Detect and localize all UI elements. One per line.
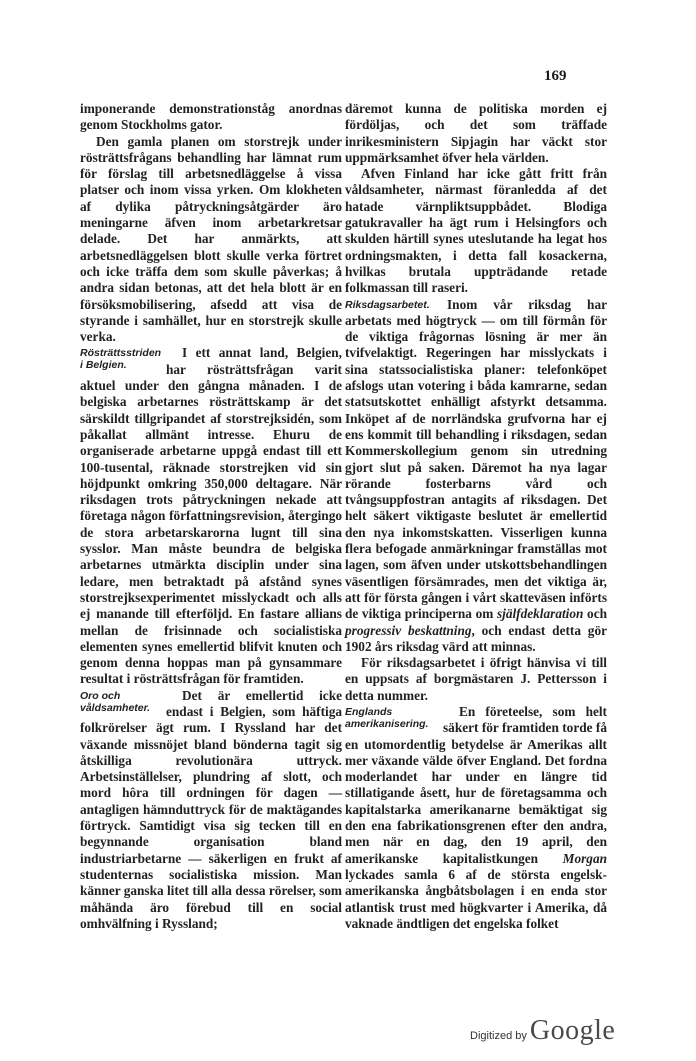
paragraph-text: lyckades samla 6 af de största engelsk-amerikanska ångbåtsbolagen i en enda stor atlantisk trust med högkvarter i Amerika, då vaknade ändtligen det engelska folket [345, 866, 607, 931]
paragraph [345, 704, 607, 932]
margin-note: Englands amerikanisering. [345, 705, 429, 730]
margin-note: Oro och våldsamheter. [80, 689, 151, 714]
google-logo: Google [529, 1015, 616, 1046]
margin-note: Riksdagsarbetet. [345, 298, 430, 311]
paragraph-text: I ett annat land, Belgien, har rösträttsfrågan varit aktuel under den gångna månaden. I de belgiska arbetarnes rösträttskamp är det särskildt tillgripandet af storstrejksidén, som påkallat allmänt intresse. Ehuru de organiserade arbetarne uppgå endast till ett 100-tusental, räknade storstrejken vid sin höjdpunkt omkring 350,000 deltagare. När riksdagen trots påtryckningen nekade att företaga någon författningsrevision, återgingo de stora arbetarskarorna lugnt till sina sysslor. Man måste beundra de belgiska arbetarnes utmärkta disciplin under sina ledare, men betraktadt på afstånd synes storstrejksexperimentet misslyckadt och alls ej manande till efterföljd. En fastare allians mellan de frisinnade och socialistiska elementen synes emellertid blifvit knuten och genom denna hoppas man på gynsammare resultat i rösträttsfrågan för framtiden. [80, 345, 342, 687]
paragraph: Afven Finland har icke gått fritt från våldsamheter, närmast föranledda af det hatade värnpliktsuppbådet. Blodiga gatukravaller ha ägt rum i Helsingfors och skulden härtill synes uteslutande ha legat hos ordningsmakten, i detta fall kosackerna, hvilkas brutala uppträdande retade folkmassan till raseri. [345, 166, 607, 296]
paragraph [80, 688, 342, 932]
paragraph: För riksdagsarbetet i öfrigt hänvisa vi till en uppsats af borgmästaren J. Pettersson i detta nummer. [345, 655, 607, 703]
paragraph: Den gamla planen om storstrejk under rösträttsfrågans behandling har lämnat rum för förslag till arbetsnedläggelse å vissa platser och inom vissa yrken. Om klokheten af dylika påtryckningsåtgärder äro meningarne äfven inom arbetarkretsar delade. Det har anmärkts, att arbetsnedläggelsen blott skulle verka förtret och icke träffa dem som skulle påverkas; å andra sidan betonas, att det hela blott är en försöksmobilisering, afsedd att visa de styrande i samhället, hur en storstrejk skulle verka. [80, 133, 342, 345]
italic-term: själfdeklaration [496, 606, 584, 622]
paragraph: däremot kunna de politiska morden ej fördöljas, och det som träffade inrikesministern Sipjagin har väckt stor uppmärksamhet öfver hela världen. [345, 101, 607, 165]
italic-term: progressiv beskattning [345, 622, 472, 638]
digitized-label: Digitized by [470, 1030, 527, 1042]
page-number: 169 [544, 68, 567, 84]
paragraph-text: och [583, 606, 607, 622]
paragraph-text: Det är emellertid icke endast i Belgien, som häftiga folkrörelser ägt rum. I Ryssland har det växande missnöjet bland bönderna tagit sig åtskilliga revolutionära uttryck. Arbetsinställelser, plundring af slott, och mord hôra till ordningen för dagen — antagligen hämnduttryck för de maktägandes förtryck. Samtidigt visa sig tecken till en begynnande organisation bland industriarbetarne — säkerligen en frukt af studenternas socialistiska mission. Man känner ganska litet till alla dessa rörelser, som måhända äro förebud till en social omhvälfning i Ryssland; [80, 687, 343, 931]
paragraph [345, 297, 607, 656]
paragraph-text: En företeelse, som helt säkert för framtiden torde få en utomordentlig betydelse är Amerikas allt mer växande välde öfver England. Det fordna moderlandet har under en längre tid stillatigande åsett, hur de företagsamma och kapitalstarka amerikanarne bemäktigat sig den ena fabrikationsgrenen efter den andra, men när en dag, den 19 april, den amerikanske kapitalistkungen [345, 703, 607, 866]
right-column [345, 101, 607, 932]
italic-term: Morgan [562, 850, 607, 866]
paragraph-text: , och endast detta gör 1902 års riksdag värd att minnas. [345, 622, 607, 654]
paragraph: imponerande demonstrationståg anordnas genom Stockholms gator. [80, 101, 342, 133]
left-column [80, 101, 342, 932]
digitized-by-watermark [470, 1015, 615, 1047]
paragraph-text: Inom vår riksdag har arbetats med högtryck — om till förmån för de viktiga frågornas lösning är mer än tvifvelaktigt. Regeringen har misslyckats i sina statssocialistiska planer: telefonköpet afslogs utan votering i båda kamrarne, sedan statsutskottet enhälligt afstyrkt detsamma. Inköpet af de norrländska grufvorna har ej ens kommit till behandling i riksdagen, sedan Kommerskollegium genom sin utredning gjort slut på saken. Däremot ha nya lagar rörande fosterbarns vård och tvångsuppfostran antagits af riksdagen. Det helt säkert viktigaste beslutet är emellertid den nya inkomstskatten. Visserligen kunna flera befogade anmärkningar framställas mot lagen, som äfven under utskottsbehandlingen väsentligen försämrades, men det viktiga är, att för första gången i vårt skatteväsen införts de viktiga principerna om [345, 296, 607, 622]
margin-note: Rösträttsstriden i Belgien. [80, 347, 162, 372]
paragraph [80, 345, 342, 687]
